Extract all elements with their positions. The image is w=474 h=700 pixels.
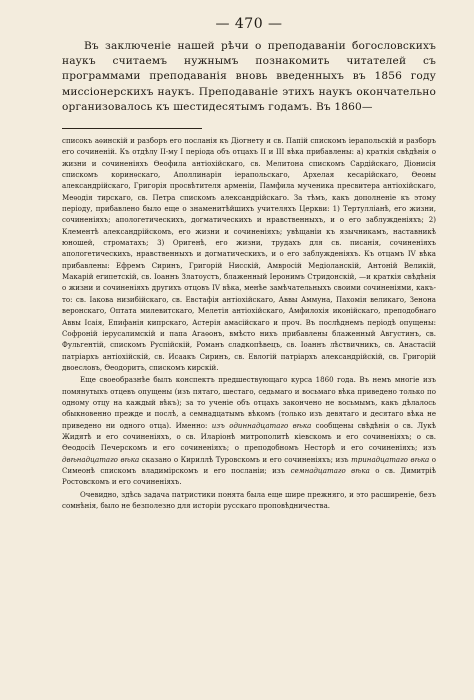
footnote-text: о св. Димитріѣ Ростовскомъ и его сочиненіяхъ. (62, 465, 436, 487)
century-seventeenth: семнадцатаго вѣка (290, 465, 370, 475)
footnote-paragraph-1: списокъ аѳинскій и разборъ его посланія къ Діогнету и св. Папій спискомъ іерапольскій и разборъ его сочиненій. Къ отдѣлу II-му I періода объ отцахъ II и III вѣка прибавлены: а) краткія свѣдѣнія о жизни и сочиненіяхъ Ѳеофила антіохійскаго, св. Мелитона спискомъ Сардійскаго, Діонисія спискомъ коринѳскаго, Аполлинарія іерапольскаго, Архелая кесарійскаго, Ѳеоны александрійскаго, Григорія просвѣтителя арменіи, Памфила мученика пресвитера антіохійскаго, Меѳодія тирскаго, св. Петра спискомъ александрійскаго. За тѣмъ, какъ дополненіе къ этому періоду, прибавлено было еще о знаменитѣйшихъ учителяхъ Церкви: 1) Тертулліанѣ, его жизни, сочиненіяхъ; апологетическихъ, догматическихъ и нравственныхъ, и о его заблужденіяхъ; 2) Клементѣ александрійскомъ, его жизни и сочиненіяхъ; увѣщаніи къ язычникамъ, наставникѣ юношей, строматахъ; 3) Оригенѣ, его жизни, трудахъ для св. писанія, сочиненіяхъ апологетическихъ, нравственныхъ и догматическихъ, и о его заблужденіяхъ. Къ отцамъ IV вѣка прибавлены: Ефремъ Сиринъ, Григорій Нисскій, Амвросій Медіоланскій, Антоній Великій, Макарій египетскій, св. Іоаннъ Златоустъ, блаженный Іеронимъ Стридонскій, —и краткія свѣдѣнія о жизни и сочиненіяхъ другихъ отцовъ IV вѣка, менѣе замѣчательныхъ своими сочиненіями, какъ-то: св. Іакова низибійскаго, св. Евстафія антіохійскаго, Аввы Аммуна, Пахомія великаго, Зенона веронскаго, Оптата милевитскаго, Мелетія антіохійскаго, Амфилохія иконійскаго, преподобнаго Аввы Ісаія, Епифанія кипрскаго, Астерія амасійскаго и проч. Въ послѣднемъ періодѣ опущены: Софроній іерусалимскій и папа Агаѳонъ, вмѣсто нихъ прибавлены блаженный Августинъ, св. Фульгентій, спискомъ Руспійскій, Романъ сладкопѣвецъ, св. Іоаннъ лѣствичникъ, св. Анастасій патріархъ антіохійскій, св. Исаакъ Сиринъ, св. Евлогій патріархъ александрійскій, св. Григорій двоесловъ, Ѳеодоритъ, спискомъ кирскій. (62, 136, 436, 372)
century-twelfth: двѣнадцатаго вѣка (62, 454, 140, 464)
century-thirteenth: тринадцатаго вѣка (351, 454, 430, 464)
page-number: — 470 — (215, 16, 283, 32)
footnote-text: сообщены свѣдѣнія о св. Лукѣ Жидятѣ и его сочиненіяхъ, о св. Иларіонѣ митрополитѣ кіевскомъ и его сочиненіяхъ; о св. Ѳеодосіѣ Печерскомъ и его сочиненіяхъ; о преподобномъ Несторѣ и его сочиненіяхъ; изъ (62, 420, 436, 453)
main-paragraph: Въ заключеніе нашей рѣчи о преподаваніи богословскихъ наукъ считаемъ нужнымъ познакомить читателей съ программами преподаванія вновь введенныхъ въ 1856 году миссіонерскихъ наукъ. Преподаваніе этихъ наукъ окончательно организовалось къ шестидесятымъ годамъ. Въ 1860— (62, 40, 436, 113)
footnote-paragraph-3: Очевидно, здѣсь задача патристики понята была еще шире прежняго, и это расширеніе, безъ сомнѣнія, было не безполезно для исторіи русскаго проповѣдничества. (62, 489, 436, 511)
footnote-block (62, 135, 436, 511)
century-eleventh: изъ одиннадцатаго вѣка (211, 420, 312, 430)
footnote-divider (62, 128, 202, 129)
footnote-text: сказано о Кириллѣ Туровскомъ и его сочиненіяхъ; изъ (139, 454, 352, 464)
footnote-text: Еще своеобразнѣе былъ конспектъ предшествующаго курса 1860 года. Въ немъ многіе изъ помянутыхъ отцевъ опущены (изъ пятаго, шестаго, седьмаго и восьмаго вѣка приведено только по одному отцу на каждый вѣкъ); за то ученіе объ отцахъ закончено не восьмымъ, какъ дѣлалось обыкновенно прежде и послѣ, а семнадцатымъ вѣкомъ (только изъ девятаго и десятаго вѣка не приведено ни одного отца). Именно: (62, 375, 436, 430)
footnote-text: о Симеонѣ спискомъ владимірскомъ и его посланіи; изъ (62, 454, 436, 475)
footnote-paragraph-2 (62, 374, 436, 487)
